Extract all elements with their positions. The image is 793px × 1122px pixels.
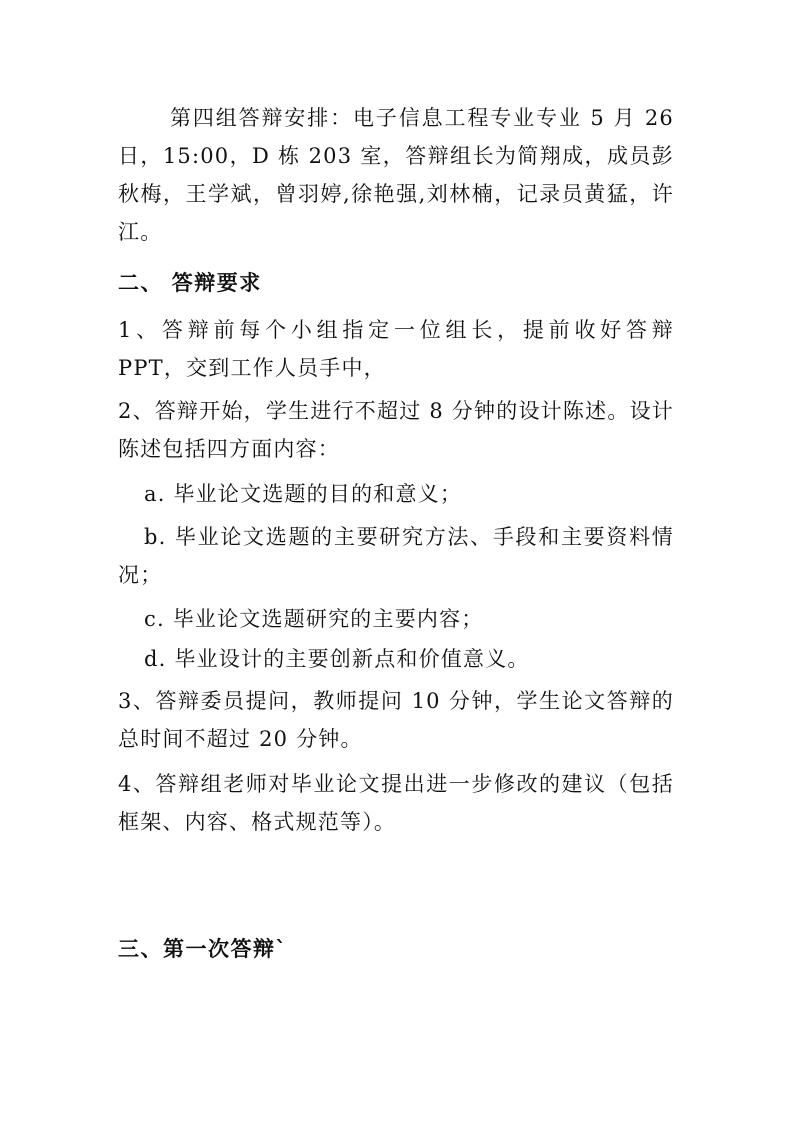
requirement-sub-item-c: c. 毕业论文选题研究的主要内容；: [144, 607, 484, 631]
requirement-item-2: 2、答辩开始，学生进行不超过 8 分钟的设计陈述。设计陈述包括四方面内容：: [118, 399, 674, 461]
section-three-heading: 三、第一次答辩`: [118, 937, 288, 961]
requirement-item-1: 1、答辩前每个小组指定一位组长，提前收好答辩 PPT，交到工作人员手中，: [118, 318, 674, 380]
requirement-sub-item-d: d. 毕业设计的主要创新点和价值意义。: [144, 647, 530, 671]
requirement-sub-item-a: a. 毕业论文选题的目的和意义；: [144, 482, 463, 506]
requirement-item-3: 3、答辩委员提问，教师提问 10 分钟，学生论文答辩的总时间不超过 20 分钟。: [118, 689, 674, 751]
requirement-sub-item-b: b. 毕业论文选题的主要研究方法、手段和主要资料情况；: [118, 525, 674, 587]
group-four-arrangement-paragraph: 第四组答辩安排：电子信息工程专业专业 5 月 26 日，15:00，D 栋 203 室，答辩组长为简翔成，成员彭秋梅，王学斌，曾羽婷,徐艳强,刘林楠，记录员黄猛，许江。: [118, 106, 674, 244]
section-two-heading: 二、 答辩要求: [118, 271, 262, 295]
requirement-item-4: 4、答辩组老师对毕业论文提出进一步修改的建议（包括框架、内容、格式规范等）。: [118, 772, 674, 834]
